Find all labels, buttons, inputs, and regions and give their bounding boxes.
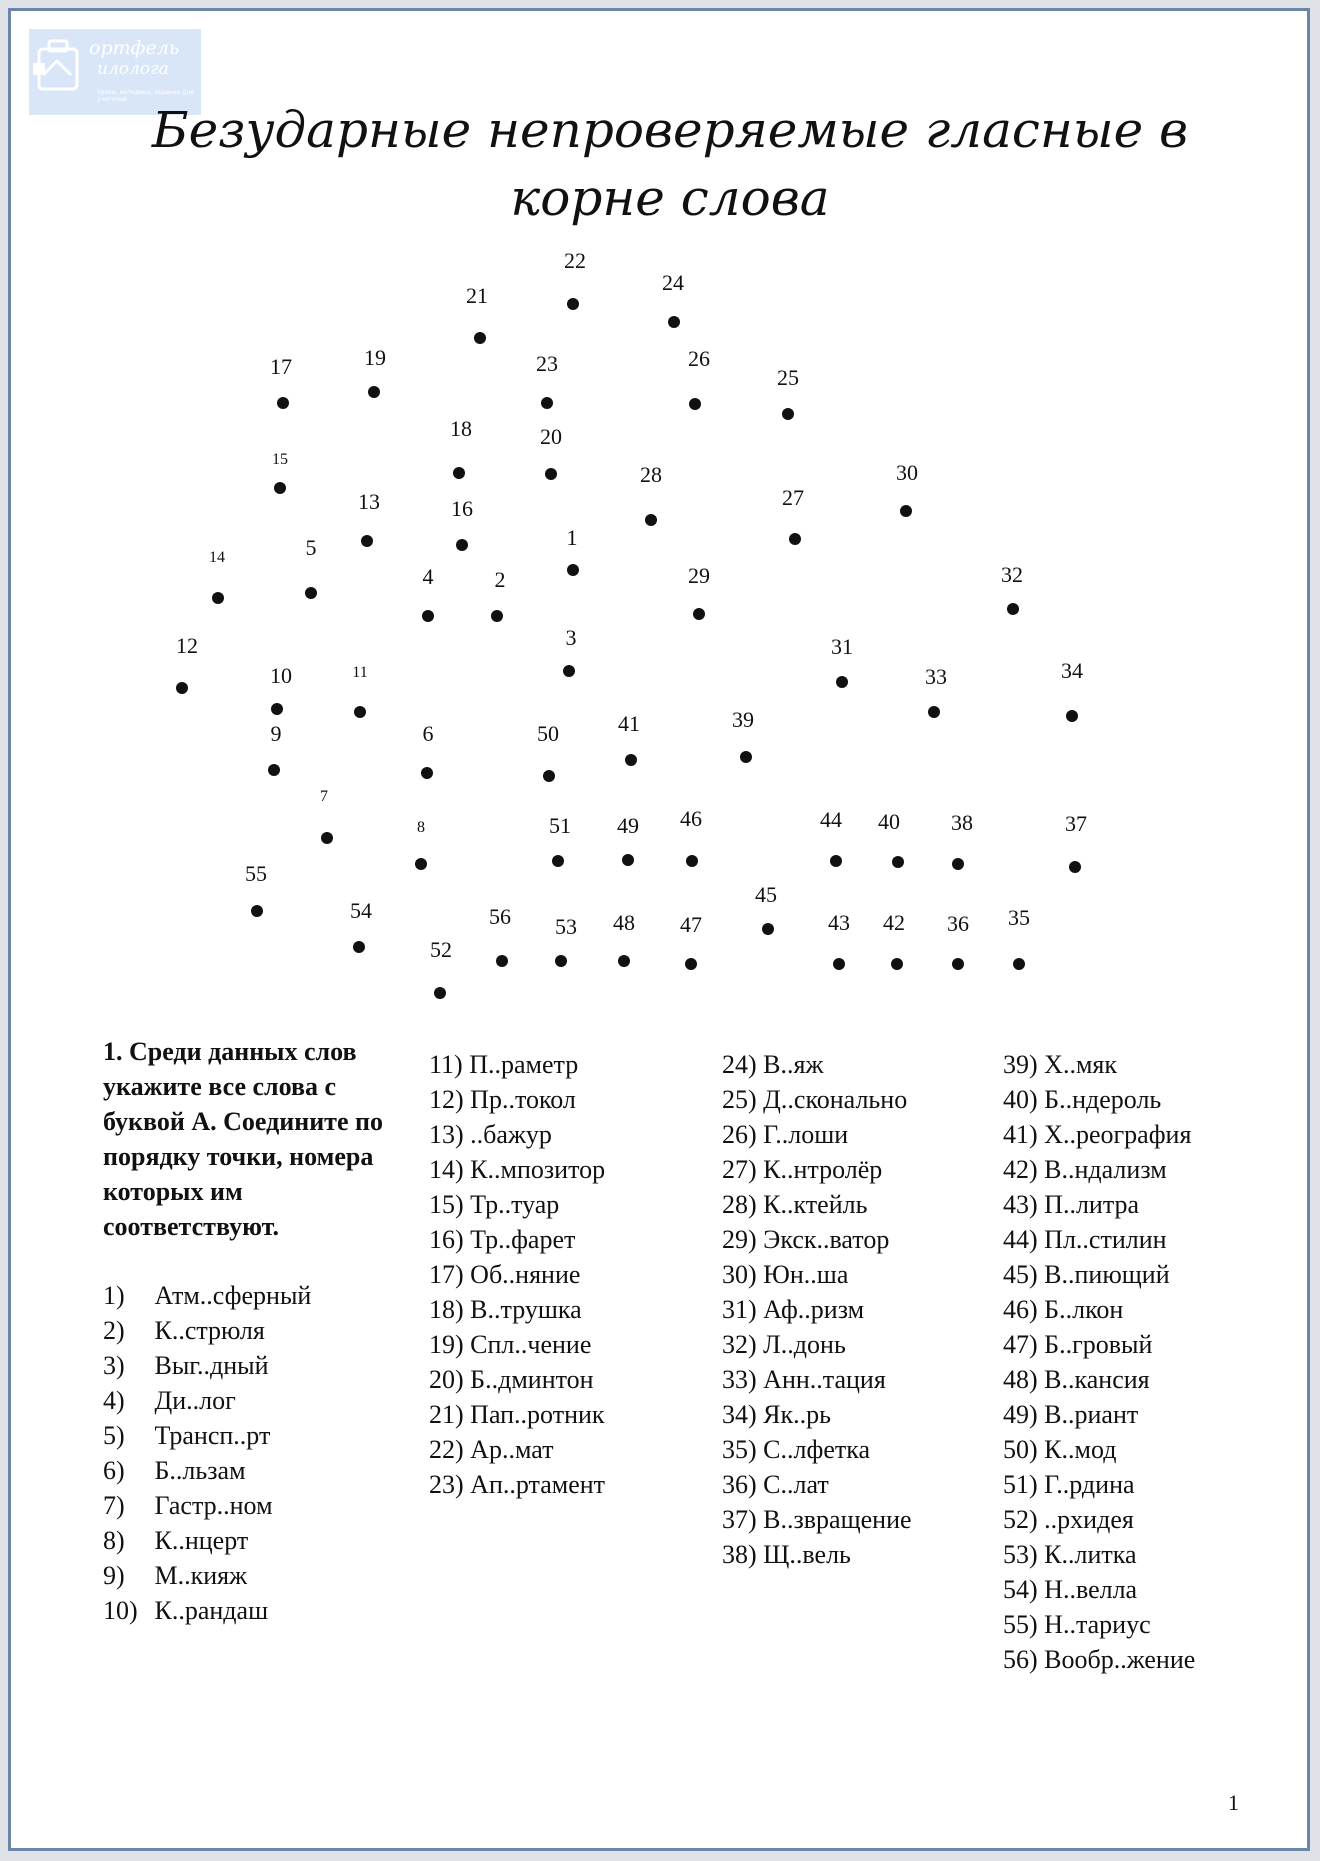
dot-39 <box>740 751 752 763</box>
word-number: 34) <box>722 1400 757 1429</box>
word-item <box>103 1348 311 1383</box>
word-text: К..мод <box>1044 1435 1117 1464</box>
word-number: 16) <box>429 1225 464 1254</box>
word-text: С..лфетка <box>763 1435 871 1464</box>
word-number: 18) <box>429 1295 464 1324</box>
dot-label-27: 27 <box>782 485 804 510</box>
dot-15 <box>274 482 286 494</box>
dot-33 <box>928 706 940 718</box>
dot-47 <box>685 958 697 970</box>
dot-label-42: 42 <box>883 910 905 935</box>
word-item <box>429 1397 605 1432</box>
word-item <box>1003 1572 1195 1607</box>
word-number: 47) <box>1003 1330 1038 1359</box>
word-number: 12) <box>429 1085 464 1114</box>
word-number: 44) <box>1003 1225 1038 1254</box>
page-title: Безударные непроверяемые гласные в корне слова <box>151 101 1189 227</box>
word-number: 38) <box>722 1540 757 1569</box>
word-text: Б..лкон <box>1044 1295 1124 1324</box>
word-item <box>1003 1502 1195 1537</box>
word-text: К..нцерт <box>154 1526 249 1555</box>
word-list-column-4 <box>1003 1047 1195 1677</box>
word-item <box>429 1222 605 1257</box>
dot-label-28: 28 <box>640 462 662 487</box>
dot-27 <box>789 533 801 545</box>
word-number: 33) <box>722 1365 757 1394</box>
dot-label-17: 17 <box>270 354 292 379</box>
word-number: 45) <box>1003 1260 1038 1289</box>
word-text: В..трушка <box>470 1295 582 1324</box>
dot-8 <box>415 858 427 870</box>
dot-label-39: 39 <box>732 707 754 732</box>
dot-label-16: 16 <box>451 496 473 521</box>
word-item <box>429 1432 605 1467</box>
word-number: 11) <box>429 1050 463 1079</box>
dot-49 <box>622 854 634 866</box>
dot-4 <box>422 610 434 622</box>
dot-42 <box>891 958 903 970</box>
dot-label-51: 51 <box>549 813 571 838</box>
word-item <box>1003 1222 1195 1257</box>
dot-label-7: 7 <box>320 788 328 805</box>
dot-label-33: 33 <box>925 664 947 689</box>
word-number: 26) <box>722 1120 757 1149</box>
word-item <box>1003 1187 1195 1222</box>
word-number: 21) <box>429 1400 464 1429</box>
word-text: В..ндализм <box>1044 1155 1167 1184</box>
word-item <box>722 1222 912 1257</box>
dot-label-52: 52 <box>430 937 452 962</box>
dot-label-4: 4 <box>422 564 434 589</box>
word-item <box>722 1292 912 1327</box>
word-number: 19) <box>429 1330 464 1359</box>
dot-5 <box>305 587 317 599</box>
dot-label-36: 36 <box>947 911 969 936</box>
dot-label-20: 20 <box>540 424 562 449</box>
word-text: Гастр..ном <box>154 1491 273 1520</box>
dot-label-29: 29 <box>688 563 710 588</box>
dot-52 <box>434 987 446 999</box>
word-text: К..нтролёр <box>763 1155 883 1184</box>
word-text: П..раметр <box>469 1050 579 1079</box>
word-item <box>103 1278 311 1313</box>
word-text: Ар..мат <box>470 1435 554 1464</box>
dot-label-3: 3 <box>565 625 577 650</box>
word-number: 43) <box>1003 1190 1038 1219</box>
word-item <box>722 1187 912 1222</box>
word-text: Л..донь <box>763 1330 846 1359</box>
word-item <box>103 1558 311 1593</box>
word-text: Пр..токол <box>470 1085 576 1114</box>
dot-18 <box>453 467 465 479</box>
word-item <box>722 1467 912 1502</box>
word-text: Пл..стилин <box>1044 1225 1167 1254</box>
dot-label-1: 1 <box>566 525 578 550</box>
word-item <box>1003 1327 1195 1362</box>
word-number: 49) <box>1003 1400 1038 1429</box>
dot-label-22: 22 <box>564 248 586 273</box>
dot-54 <box>353 941 365 953</box>
word-item <box>722 1082 912 1117</box>
dot-label-15: 15 <box>272 451 288 468</box>
word-item <box>1003 1537 1195 1572</box>
word-number: 53) <box>1003 1540 1038 1569</box>
dot-label-24: 24 <box>662 270 684 295</box>
logo-tagline: Уроки, методики, задания для учителей <box>97 89 194 103</box>
dot-12 <box>176 682 188 694</box>
word-text: Тр..фарет <box>470 1225 576 1254</box>
dot-6 <box>421 767 433 779</box>
dot-30 <box>900 505 912 517</box>
word-number: 40) <box>1003 1085 1038 1114</box>
dot-label-21: 21 <box>466 283 488 308</box>
word-number: 14) <box>429 1155 464 1184</box>
word-text: В..кансия <box>1044 1365 1150 1394</box>
word-text: Анн..тация <box>763 1365 886 1394</box>
dot-51 <box>552 855 564 867</box>
dot-53 <box>555 955 567 967</box>
dot-36 <box>952 958 964 970</box>
word-item <box>722 1117 912 1152</box>
dot-label-12: 12 <box>176 633 198 658</box>
dot-45 <box>762 923 774 935</box>
dot-11 <box>354 706 366 718</box>
word-number: 32) <box>722 1330 757 1359</box>
word-text: В..звращение <box>763 1505 912 1534</box>
dot-3 <box>563 665 575 677</box>
word-number: 15) <box>429 1190 464 1219</box>
dot-38 <box>952 858 964 870</box>
dot-34 <box>1066 710 1078 722</box>
dot-label-35: 35 <box>1008 905 1030 930</box>
dot-label-40: 40 <box>878 809 900 834</box>
word-number: 42) <box>1003 1155 1038 1184</box>
word-text: Х..реография <box>1044 1120 1192 1149</box>
word-number: 55) <box>1003 1610 1038 1639</box>
word-text: К..рандаш <box>154 1596 269 1625</box>
word-text: Як..рь <box>763 1400 832 1429</box>
word-text: К..мпозитор <box>470 1155 606 1184</box>
dot-label-11: 11 <box>352 664 368 681</box>
dot-label-32: 32 <box>1001 562 1023 587</box>
word-text: К..стрюля <box>154 1316 265 1345</box>
dot-17 <box>277 397 289 409</box>
word-number: 2) <box>103 1316 125 1345</box>
dot-32 <box>1007 603 1019 615</box>
dot-label-49: 49 <box>617 813 639 838</box>
dot-2 <box>491 610 503 622</box>
word-item <box>429 1257 605 1292</box>
word-item <box>1003 1642 1195 1677</box>
word-number: 13) <box>429 1120 464 1149</box>
word-item <box>1003 1432 1195 1467</box>
word-text: П..литра <box>1044 1190 1140 1219</box>
word-item <box>722 1432 912 1467</box>
dot-41 <box>625 754 637 766</box>
dot-56 <box>496 955 508 967</box>
word-item <box>429 1082 605 1117</box>
dot-label-5: 5 <box>305 535 317 560</box>
dot-7 <box>321 832 333 844</box>
dot-37 <box>1069 861 1081 873</box>
dot-label-18: 18 <box>450 416 472 441</box>
word-text: Аф..ризм <box>763 1295 865 1324</box>
dot-16 <box>456 539 468 551</box>
dot-label-6: 6 <box>422 721 434 746</box>
dot-1 <box>567 564 579 576</box>
word-item <box>1003 1152 1195 1187</box>
dot-13 <box>361 535 373 547</box>
dot-label-56: 56 <box>489 904 511 929</box>
word-item <box>722 1537 912 1572</box>
word-text: Трансп..рт <box>154 1421 271 1450</box>
dot-19 <box>368 386 380 398</box>
word-item <box>722 1047 912 1082</box>
word-number: 25) <box>722 1085 757 1114</box>
dot-label-46: 46 <box>680 806 702 831</box>
dot-50 <box>543 770 555 782</box>
dot-44 <box>830 855 842 867</box>
dot-label-54: 54 <box>350 898 372 923</box>
word-item <box>103 1523 311 1558</box>
word-number: 5) <box>103 1421 125 1450</box>
dot-label-26: 26 <box>688 346 710 371</box>
dot-9 <box>268 764 280 776</box>
word-number: 50) <box>1003 1435 1038 1464</box>
dot-label-23: 23 <box>536 351 558 376</box>
word-text: В..яж <box>763 1050 824 1079</box>
word-item <box>722 1152 912 1187</box>
word-number: 36) <box>722 1470 757 1499</box>
word-number: 3) <box>103 1351 125 1380</box>
dot-14 <box>212 592 224 604</box>
word-number: 17) <box>429 1260 464 1289</box>
word-number: 54) <box>1003 1575 1038 1604</box>
dot-label-37: 37 <box>1065 811 1087 836</box>
word-item <box>103 1418 311 1453</box>
word-item <box>1003 1082 1195 1117</box>
word-text: М..кияж <box>154 1561 248 1590</box>
word-text: Г..рдина <box>1044 1470 1135 1499</box>
logo-text-line2: илолога <box>97 59 169 79</box>
dot-label-8: 8 <box>417 819 425 836</box>
word-item <box>1003 1467 1195 1502</box>
word-text: Н..велла <box>1044 1575 1138 1604</box>
word-text: Б..гровый <box>1044 1330 1153 1359</box>
word-item <box>103 1383 311 1418</box>
dot-label-19: 19 <box>364 345 386 370</box>
logo-text-line1: ортфель <box>89 37 180 59</box>
word-item <box>1003 1047 1195 1082</box>
word-item <box>722 1502 912 1537</box>
word-number: 28) <box>722 1190 757 1219</box>
dot-23 <box>541 397 553 409</box>
dot-label-44: 44 <box>820 807 842 832</box>
dot-label-47: 47 <box>680 912 702 937</box>
dot-label-30: 30 <box>896 460 918 485</box>
word-text: Х..мяк <box>1044 1050 1117 1079</box>
dot-label-10: 10 <box>270 663 292 688</box>
word-number: 7) <box>103 1491 125 1520</box>
word-number: 8) <box>103 1526 125 1555</box>
dot-label-9: 9 <box>270 721 282 746</box>
word-number: 37) <box>722 1505 757 1534</box>
word-text: Н..тариус <box>1044 1610 1151 1639</box>
dot-label-31: 31 <box>831 634 853 659</box>
word-list-column-1 <box>103 1278 311 1628</box>
dot-26 <box>689 398 701 410</box>
word-number: 31) <box>722 1295 757 1324</box>
word-text: Б..дминтон <box>470 1365 594 1394</box>
word-text: ..бажур <box>470 1120 552 1149</box>
dot-label-53: 53 <box>555 914 577 939</box>
dot-label-50: 50 <box>537 721 559 746</box>
dot-label-55: 55 <box>245 861 267 886</box>
word-number: 29) <box>722 1225 757 1254</box>
word-text: Б..льзам <box>154 1456 246 1485</box>
dot-46 <box>686 855 698 867</box>
word-text: К..ктейль <box>763 1190 868 1219</box>
word-text: Атм..сферный <box>154 1281 312 1310</box>
word-item <box>1003 1397 1195 1432</box>
word-text: ..рхидея <box>1044 1505 1134 1534</box>
dot-29 <box>693 608 705 620</box>
word-number: 20) <box>429 1365 464 1394</box>
word-number: 41) <box>1003 1120 1038 1149</box>
dot-label-2: 2 <box>494 567 506 592</box>
word-number: 39) <box>1003 1050 1038 1079</box>
word-item <box>429 1187 605 1222</box>
word-number: 30) <box>722 1260 757 1289</box>
word-number: 52) <box>1003 1505 1038 1534</box>
word-text: В..риант <box>1044 1400 1139 1429</box>
word-number: 48) <box>1003 1365 1038 1394</box>
word-text: Щ..вель <box>763 1540 851 1569</box>
word-number: 4) <box>103 1386 125 1415</box>
dot-10 <box>271 703 283 715</box>
dot-28 <box>645 514 657 526</box>
word-item <box>1003 1362 1195 1397</box>
word-text: Юн..ша <box>763 1260 849 1289</box>
word-number: 23) <box>429 1470 464 1499</box>
word-number: 22) <box>429 1435 464 1464</box>
task-instruction: 1. Среди данных слов укажите все слова с буквой А. Соедините по порядку точки, номера которых им соответствуют. <box>103 1037 383 1241</box>
word-text: Д..сконально <box>763 1085 908 1114</box>
word-number: 35) <box>722 1435 757 1464</box>
word-item <box>429 1047 605 1082</box>
dot-label-34: 34 <box>1061 658 1083 683</box>
page-number: 1 <box>1228 1790 1239 1815</box>
word-number: 9) <box>103 1561 125 1590</box>
word-text: Г..лоши <box>763 1120 849 1149</box>
word-text: Тр..туар <box>470 1190 560 1219</box>
word-number: 10) <box>103 1596 138 1625</box>
dot-label-48: 48 <box>613 910 635 935</box>
word-number: 24) <box>722 1050 757 1079</box>
word-item <box>429 1467 605 1502</box>
word-text: Пап..ротник <box>470 1400 605 1429</box>
word-text: В..пиющий <box>1044 1260 1170 1289</box>
word-item <box>1003 1607 1195 1642</box>
word-item <box>1003 1117 1195 1152</box>
word-text: К..литка <box>1044 1540 1137 1569</box>
word-number: 6) <box>103 1456 125 1485</box>
word-item <box>429 1362 605 1397</box>
word-text: Экск..ватор <box>763 1225 890 1254</box>
dot-31 <box>836 676 848 688</box>
word-text: Ди..лог <box>154 1386 236 1415</box>
dot-label-14: 14 <box>209 549 225 566</box>
dot-40 <box>892 856 904 868</box>
word-item <box>103 1453 311 1488</box>
word-number: 56) <box>1003 1645 1038 1674</box>
dot-25 <box>782 408 794 420</box>
word-number: 46) <box>1003 1295 1038 1324</box>
dot-55 <box>251 905 263 917</box>
word-item <box>429 1292 605 1327</box>
dot-24 <box>668 316 680 328</box>
dot-20 <box>545 468 557 480</box>
word-item <box>722 1397 912 1432</box>
dot-label-25: 25 <box>777 365 799 390</box>
word-item <box>722 1362 912 1397</box>
word-item <box>429 1152 605 1187</box>
dot-label-38: 38 <box>951 810 973 835</box>
word-text: Спл..чение <box>470 1330 592 1359</box>
word-item <box>1003 1292 1195 1327</box>
dot-label-43: 43 <box>828 910 850 935</box>
word-list-column-3 <box>722 1047 912 1572</box>
word-item <box>429 1117 605 1152</box>
dot-label-41: 41 <box>618 711 640 736</box>
dot-43 <box>833 958 845 970</box>
dot-35 <box>1013 958 1025 970</box>
dot-21 <box>474 332 486 344</box>
word-text: Ап..ртамент <box>470 1470 606 1499</box>
dot-label-45: 45 <box>755 882 777 907</box>
word-text: Об..няние <box>470 1260 581 1289</box>
word-list-column-2 <box>429 1047 605 1502</box>
word-number: 27) <box>722 1155 757 1184</box>
word-item <box>103 1593 311 1628</box>
word-item <box>103 1313 311 1348</box>
word-item <box>722 1257 912 1292</box>
dot-22 <box>567 298 579 310</box>
word-text: Выг..дный <box>154 1351 269 1380</box>
word-item <box>103 1488 311 1523</box>
word-text: С..лат <box>763 1470 829 1499</box>
word-text: Вообр..жение <box>1044 1645 1196 1674</box>
word-number: 51) <box>1003 1470 1038 1499</box>
word-number: 1) <box>103 1281 125 1310</box>
dot-48 <box>618 955 630 967</box>
word-item <box>722 1327 912 1362</box>
word-item <box>1003 1257 1195 1292</box>
word-item <box>429 1327 605 1362</box>
dot-label-13: 13 <box>358 489 380 514</box>
word-text: Б..ндероль <box>1044 1085 1162 1114</box>
